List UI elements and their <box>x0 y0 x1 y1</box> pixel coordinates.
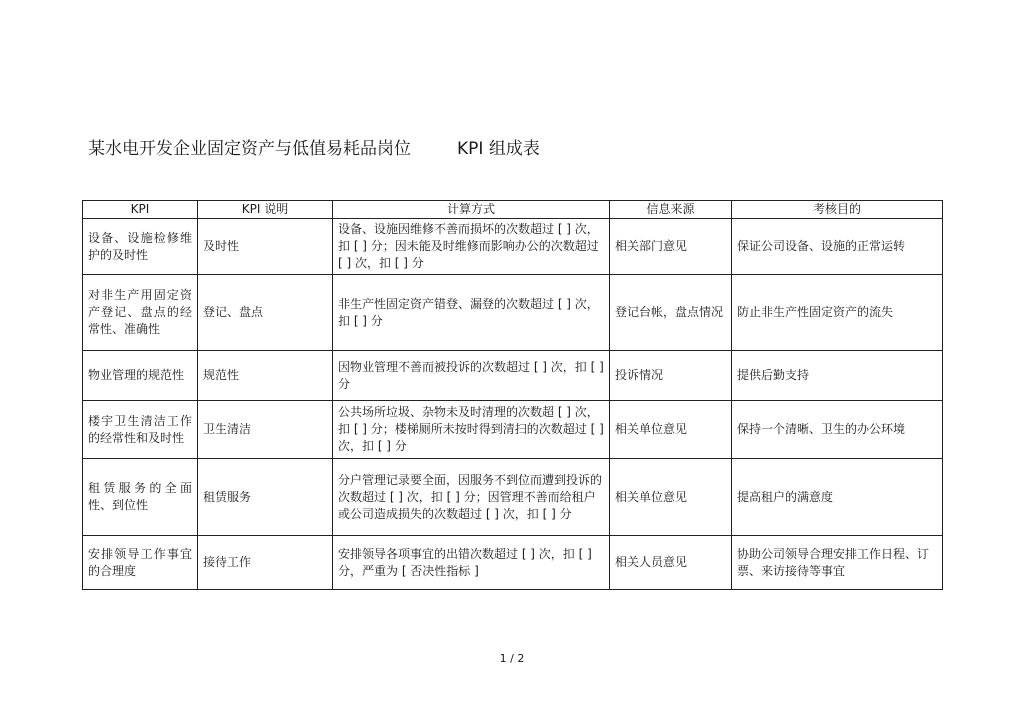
calculation-cell: 因物业管理不善而被投诉的次数超过 [ ] 次，扣 [ ] 分 <box>333 351 610 401</box>
header-calculation: 计算方式 <box>333 201 610 219</box>
table-row <box>83 536 943 590</box>
assessment-goal-cell: 保持一个清晰、卫生的办公环境 <box>732 401 943 459</box>
header-info-source: 信息来源 <box>610 201 732 219</box>
table-header-row <box>83 201 943 219</box>
title-suffix: KPI 组成表 <box>457 139 540 159</box>
kpi-cell: 物业管理的规范性 <box>83 351 198 401</box>
info-source-cell: 相关部门意见 <box>610 219 732 275</box>
kpi-table-container <box>82 200 943 590</box>
info-source-cell: 相关单位意见 <box>610 401 732 459</box>
kpi-description-cell: 及时性 <box>198 219 333 275</box>
assessment-goal-cell: 提高租户的满意度 <box>732 459 943 536</box>
page-title <box>88 134 540 159</box>
table-row <box>83 219 943 275</box>
calculation-cell: 设备、设施因维修不善而损坏的次数超过 [ ] 次，扣 [ ] 分；因未能及时维修而影响办公的次数超过 [ ] 次，扣 [ ] 分 <box>333 219 610 275</box>
kpi-description-cell: 租赁服务 <box>198 459 333 536</box>
kpi-description-cell: 接待工作 <box>198 536 333 590</box>
assessment-goal-cell: 保证公司设备、设施的正常运转 <box>732 219 943 275</box>
table-row <box>83 459 943 536</box>
info-source-cell: 相关人员意见 <box>610 536 732 590</box>
kpi-table <box>82 200 943 590</box>
calculation-cell: 非生产性固定资产错登、漏登的次数超过 [ ] 次，扣 [ ] 分 <box>333 275 610 351</box>
title-main: 某水电开发企业固定资产与低值易耗品岗位 <box>88 139 411 159</box>
kpi-description-cell: 登记、盘点 <box>198 275 333 351</box>
info-source-cell: 登记台帐，盘点情况 <box>610 275 732 351</box>
table-row <box>83 275 943 351</box>
kpi-cell: 租赁服务的全面性、到位性 <box>83 459 198 536</box>
kpi-description-cell: 卫生清洁 <box>198 401 333 459</box>
assessment-goal-cell: 协助公司领导合理安排工作日程、订票、来访接待等事宜 <box>732 536 943 590</box>
calculation-cell: 分户管理记录要全面，因服务不到位而遭到投诉的次数超过 [ ] 次，扣 [ ] 分；因管理不善而给租户或公司造成损失的次数超过 [ ] 次，扣 [ ] 分 <box>333 459 610 536</box>
kpi-description-cell: 规范性 <box>198 351 333 401</box>
kpi-cell: 安排领导工作事宜的合理度 <box>83 536 198 590</box>
page-number: 1 / 2 <box>499 652 525 665</box>
info-source-cell: 相关单位意见 <box>610 459 732 536</box>
info-source-cell: 投诉情况 <box>610 351 732 401</box>
kpi-cell: 设备、设施检修维护的及时性 <box>83 219 198 275</box>
table-row <box>83 401 943 459</box>
kpi-cell: 对非生产用固定资产登记、盘点的经常性、准确性 <box>83 275 198 351</box>
header-assessment-goal: 考核目的 <box>732 201 943 219</box>
assessment-goal-cell: 提供后勤支持 <box>732 351 943 401</box>
table-row <box>83 351 943 401</box>
kpi-cell: 楼宇卫生清洁工作的经常性和及时性 <box>83 401 198 459</box>
assessment-goal-cell: 防止非生产性固定资产的流失 <box>732 275 943 351</box>
header-kpi: KPI <box>83 201 198 219</box>
calculation-cell: 公共场所垃圾、杂物未及时清理的次数超 [ ] 次，扣 [ ] 分；楼梯厕所未按时得到清扫的次数超过 [ ] 次，扣 [ ] 分 <box>333 401 610 459</box>
calculation-cell: 安排领导各项事宜的出错次数超过 [ ] 次，扣 [ ] 分，严重为 [ 否决性指标 ] <box>333 536 610 590</box>
header-kpi-description: KPI 说明 <box>198 201 333 219</box>
